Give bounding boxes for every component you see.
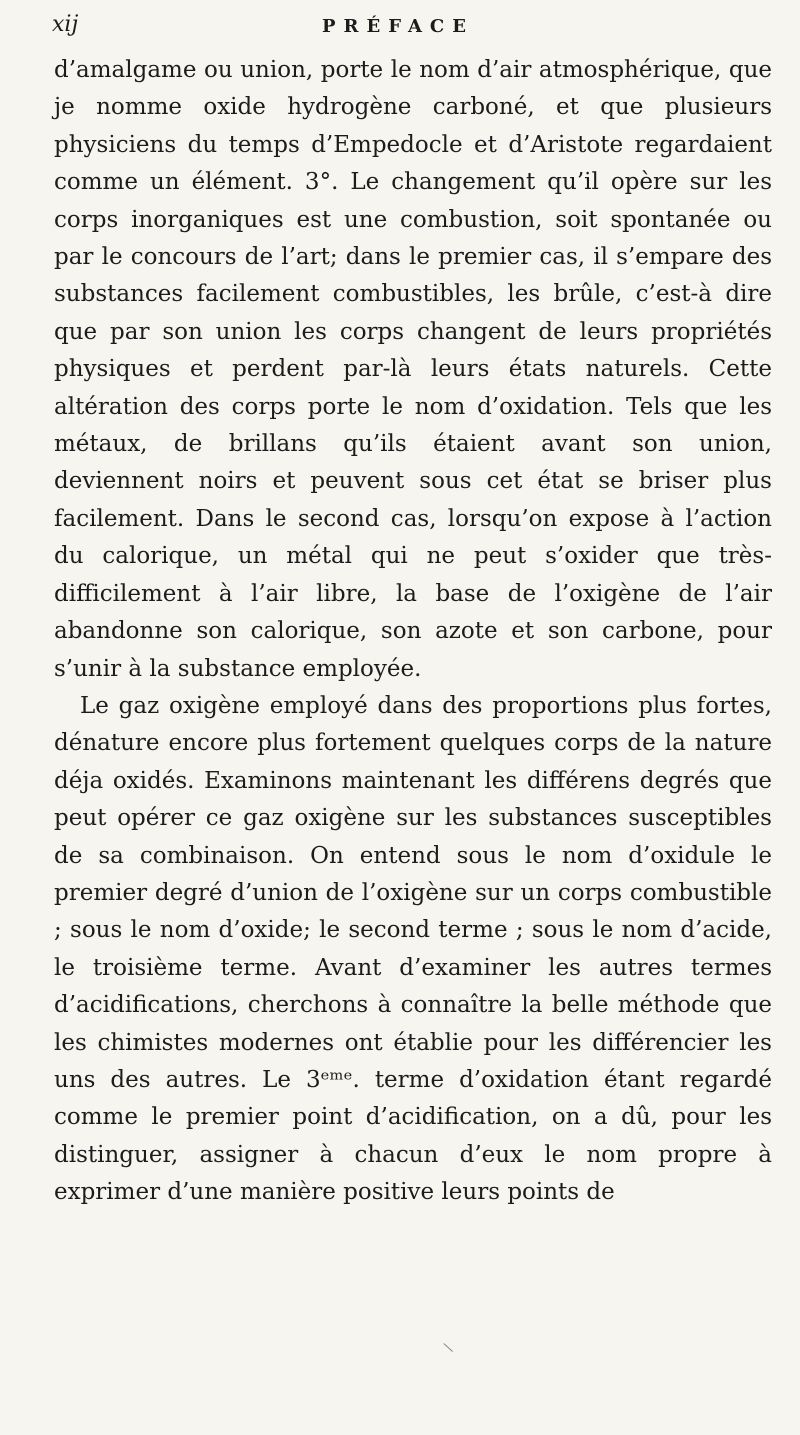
running-head: PRÉFACE xyxy=(322,16,474,37)
paragraph: d’amalgame ou union, porte le nom d’air atmosphérique, que je nomme oxide hydrogène carboné, et que plusieurs physiciens du temps d’Empedocle et d’Aristote regardaient comme un élément. 3°. Le changement qu’il opère sur les corps inorganiques est une combustion, soit spontanée ou par le concours de l’art; dans le premier cas, il s’empare des substances facilement combustibles, les brûle, c’est-à dire que par son union les corps changent de leurs propriétés physiques et perdent par-là leurs états naturels. Cette altération des corps porte le nom d’oxidation. Tels que les métaux, de brillans qu’ils étaient avant son union, deviennent noirs et peuvent sous cet état se briser plus facilement. Dans le second cas, lorsqu’on expose à l’action du calorique, un métal qui ne peut s’oxider que très-difficilement à l’air libre, la base de l’oxigène de l’air abandonne son calorique, son azote et son carbone, pour s’unir à la substance employée. xyxy=(54,57,772,682)
page-number: xij xyxy=(52,12,79,37)
paragraph: Le gaz oxigène employé dans des proportions plus fortes, dénature encore plus fortement quelques corps de la nature déja oxidés. Examinons maintenant les différens degrés que peut opérer ce gaz oxigène sur les substances susceptibles de sa combinaison. On entend sous le nom d’oxidule le premier degré d’union de l’oxigène sur un corps combustible ; sous le nom d’oxide; le second terme ; sous le nom d’acide, le troisième terme. Avant d’examiner les autres termes d’acidifications, cherchons à connaître la belle méthode que les chimistes modernes ont établie pour les différencier les uns des autres. Le 3ᵉᵐᵉ. terme d’oxidation étant regardé comme le premier point d’acidification, on a dû, pour les distinguer, assigner à chacun d’eux le nom propre à exprimer d’une manière positive leurs points de xyxy=(54,692,772,1206)
page-header xyxy=(52,12,772,52)
body-text xyxy=(54,52,772,1212)
stray-mark: \ xyxy=(442,1339,455,1357)
